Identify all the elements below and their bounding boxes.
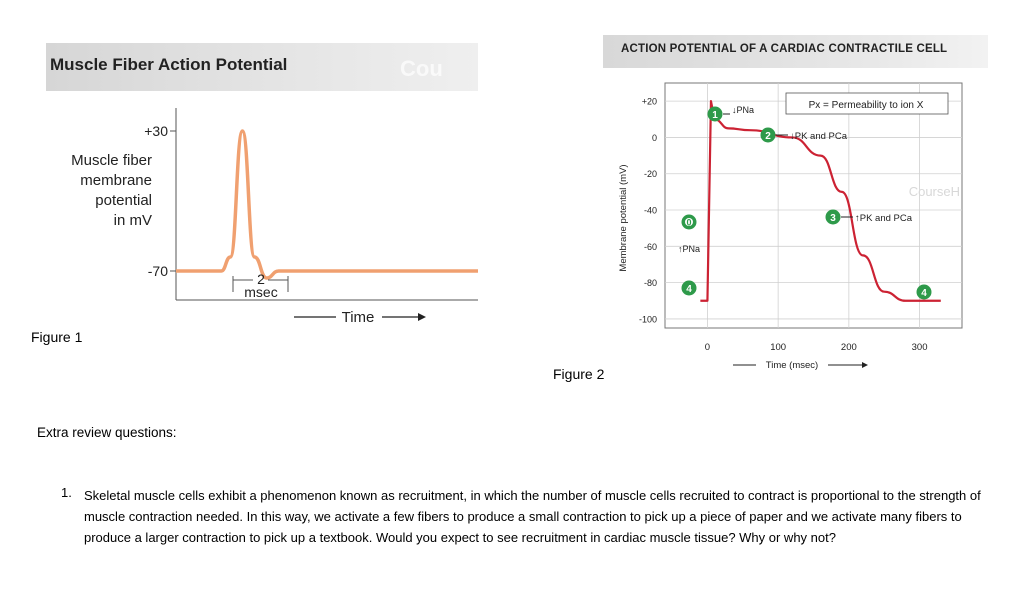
phase1-annotation-text: PNa	[736, 105, 755, 115]
figure1-ylabel-line1: Muscle fiber	[71, 152, 152, 169]
figure2-xtick-label: 200	[840, 342, 857, 353]
figure2-ytick-label: -40	[643, 205, 657, 216]
phase-marker-2-label: 2	[765, 131, 771, 142]
figure1-ylabel-line3: potential	[95, 192, 152, 209]
phase-marker-4-right	[917, 285, 932, 300]
figure1-tick-plus30: +30	[144, 123, 168, 139]
figure2-xtick-label: 100	[770, 342, 787, 353]
figure1-duration-value: 2	[257, 271, 265, 287]
phase0-annotation-text: PNa	[682, 244, 701, 254]
figure2-title: ACTION POTENTIAL OF A CARDIAC CONTRACTILE CELL	[621, 43, 948, 55]
phase-marker-3-label: 3	[830, 213, 836, 224]
phase-marker-0-label: 0	[686, 217, 692, 228]
extra-heading: Extra review questions:	[37, 425, 177, 440]
figure1-caption: Figure 1	[31, 329, 83, 345]
figure1-title: Muscle Fiber Action Potential	[50, 55, 288, 74]
phase-marker-4-left	[682, 281, 697, 296]
figure2-xlabel-arrow	[862, 362, 868, 368]
figure2-ylabel: Membrane potential (mV)	[618, 164, 629, 272]
phase3-annotation-text: PK and PCa	[859, 213, 913, 224]
figure2-ytick-label: -100	[638, 314, 657, 325]
figure2-ytick-label: +20	[641, 96, 657, 107]
phase1-annotation: ↓PNa	[732, 105, 755, 115]
phase-marker-3	[826, 210, 841, 225]
figure1-watermark: Cou	[400, 56, 443, 81]
figure2-watermark: CourseH	[908, 184, 960, 199]
question-1-number: 1.	[61, 485, 72, 500]
phase0-annotation: ↑PNa	[678, 244, 701, 254]
phase-marker-0	[682, 215, 697, 230]
figure2-xticks	[705, 342, 928, 353]
figure1-ylabel-line2: membrane	[80, 172, 152, 189]
figure2-yticks	[639, 97, 657, 325]
figure1-tick-minus70: -70	[147, 263, 168, 279]
phase-marker-4-right-label: 4	[921, 288, 927, 299]
figure2-caption: Figure 2	[553, 366, 605, 382]
phase-marker-4-left-label: 4	[686, 284, 692, 295]
figure1-ylabel-line4: in mV	[113, 212, 152, 229]
phase-marker-1-label: 1	[712, 110, 718, 121]
figure2-ytick-label: 0	[651, 132, 657, 143]
question-1-text: Skeletal muscle cells exhibit a phenomenon known as recruitment, in which the number of muscle cells recruited to contract is proportional to the strength of muscle contraction needed. In this way, we activate a few fibers to produce a small contraction to pick up a piece of paper and we activate many fibers to produce a larger contraction to pick up a textbook. Would you expect to see recruitment in cardiac muscle tissue? Why or why not?	[84, 488, 981, 545]
phase2-annotation: ↓PK and PCa	[790, 131, 848, 142]
figure2-xtick-label: 300	[911, 342, 928, 353]
phase2-annotation-text: PK and PCa	[794, 131, 848, 142]
figure2-xlabel: Time (msec)	[765, 360, 819, 371]
phase-marker-2	[761, 128, 776, 143]
figure2-ytick-label: -60	[643, 241, 657, 252]
figure1-xlabel: Time	[341, 309, 375, 326]
figure2-ytick-label: -20	[643, 169, 657, 180]
figure2-legend: Px = Permeability to ion X	[808, 100, 924, 111]
phase-marker-1	[708, 107, 723, 122]
phase3-annotation: ↑PK and PCa	[855, 213, 913, 224]
figure2-ytick-label: -80	[643, 278, 657, 289]
figure2-xtick-label: 0	[704, 342, 711, 353]
figure1-duration-unit: msec	[244, 284, 278, 300]
